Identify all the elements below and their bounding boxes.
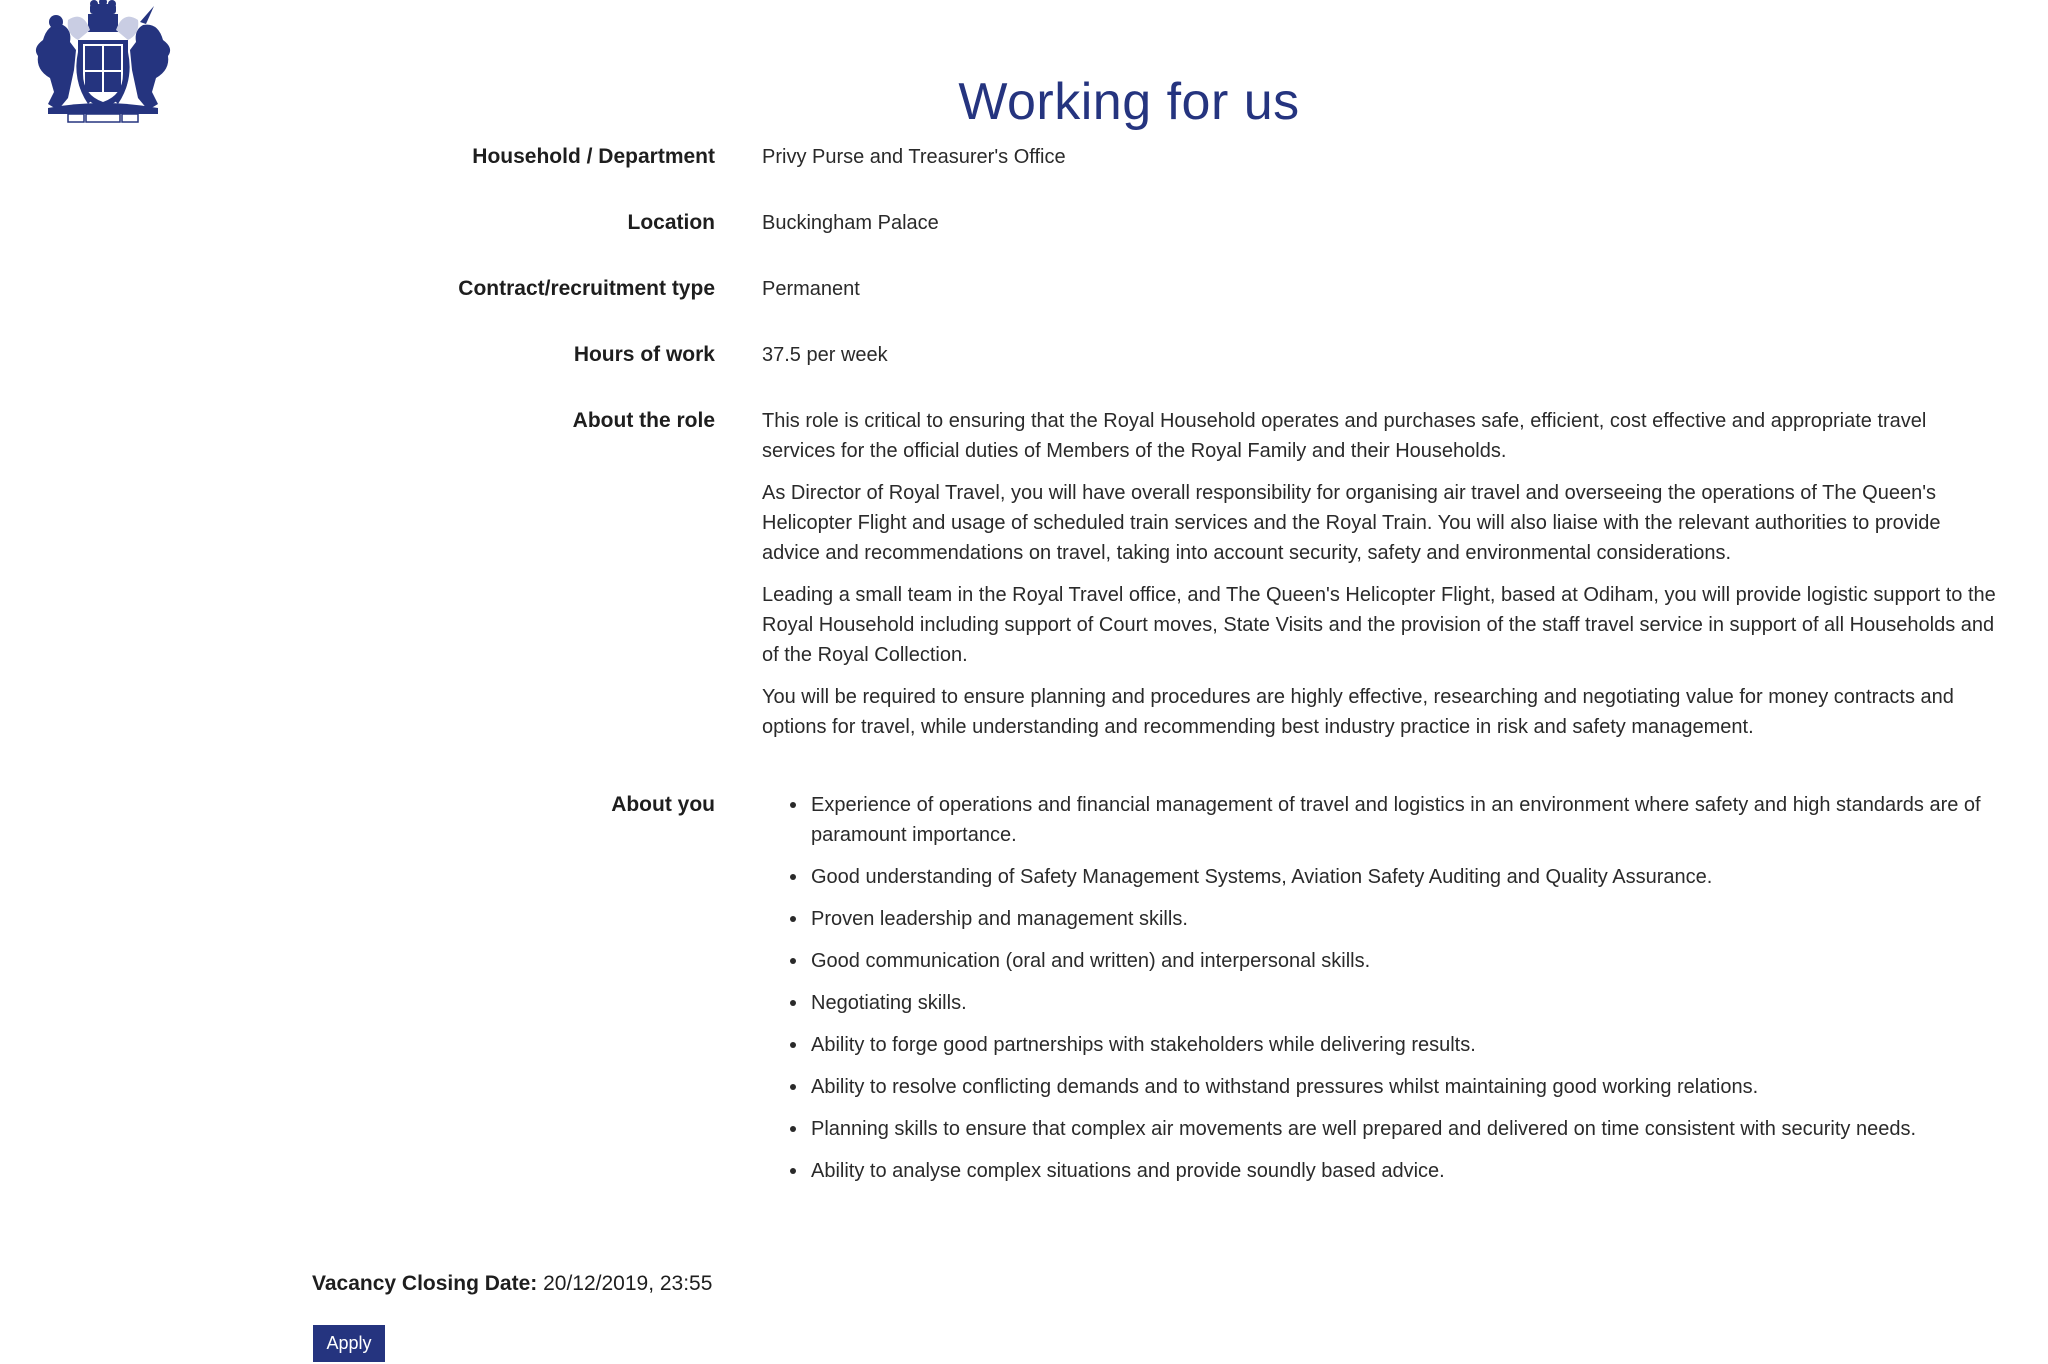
about-role-text [762,406,2002,754]
list-item: Good understanding of Safety Management Systems, Aviation Safety Auditing and Quality Assurance. [762,862,2002,892]
field-label: Household / Department [472,145,715,168]
field-label: Contract/recruitment type [458,277,715,300]
about-you-label: About you [611,793,715,816]
job-details [0,142,2048,1198]
list-item: Ability to analyse complex situations and provide soundly based advice. [762,1156,2002,1186]
about-role-label: About the role [572,409,715,432]
apply-button[interactable]: Apply [313,1325,385,1362]
closing-date-value: 20/12/2019, 23:55 [543,1272,713,1295]
requirements-list [762,790,2002,1186]
role-paragraph: This role is critical to ensuring that the Royal Household operates and purchases safe, efficient, cost effective and appropriate travel services for the official duties of Members of the Royal Family and their Households. [762,410,1927,462]
list-item: Ability to resolve conflicting demands and to withstand pressures whilst maintaining good working relations. [762,1072,2002,1102]
role-paragraph: Leading a small team in the Royal Travel office, and The Queen's Helicopter Flight, based at Odiham, you will provide logistic support to the Royal Household including support of Court moves, State Visits and the provision of the staff travel service in support of all Households and of the Royal Collection. [762,584,1996,666]
about-you-list-wrapper [762,790,2002,1198]
field-label: Location [627,211,715,234]
page-title: Working for us [958,73,1300,131]
about-the-role-section [0,406,2048,754]
field-label: Hours of work [573,343,715,366]
list-item: Planning skills to ensure that complex air movements are well prepared and delivered on time consistent with security needs. [762,1114,2002,1144]
about-you-section [0,790,2048,1198]
field-value: Privy Purse and Treasurer's Office [762,146,1066,168]
closing-date-label: Vacancy Closing Date: [312,1272,538,1295]
list-item: Experience of operations and financial management of travel and logistics in an environment where safety and high standards are of paramount importance. [762,790,2002,850]
field-contract-type [0,274,2048,340]
field-hours-of-work [0,340,2048,406]
field-value: 37.5 per week [762,344,888,366]
list-item: Proven leadership and management skills. [762,904,2002,934]
field-value: Buckingham Palace [762,212,939,234]
list-item: Good communication (oral and written) and interpersonal skills. [762,946,2002,976]
role-paragraph: As Director of Royal Travel, you will have overall responsibility for organising air travel and overseeing the operations of The Queen's Helicopter Flight and usage of scheduled train services and the Royal Train. You will also liaise with the relevant authorities to provide advice and recommendations on travel, taking into account security, safety and environmental considerations. [762,482,1941,564]
list-item: Ability to forge good partnerships with stakeholders while delivering results. [762,1030,2002,1060]
field-household-department [0,142,2048,208]
vacancy-closing-date [312,1272,712,1296]
list-item: Negotiating skills. [762,988,2002,1018]
field-location [0,208,2048,274]
role-paragraph: You will be required to ensure planning and procedures are highly effective, researching and negotiating value for money contracts and options for travel, while understanding and recommending best industry practice in risk and safety management. [762,686,1954,738]
field-value: Permanent [762,278,860,300]
